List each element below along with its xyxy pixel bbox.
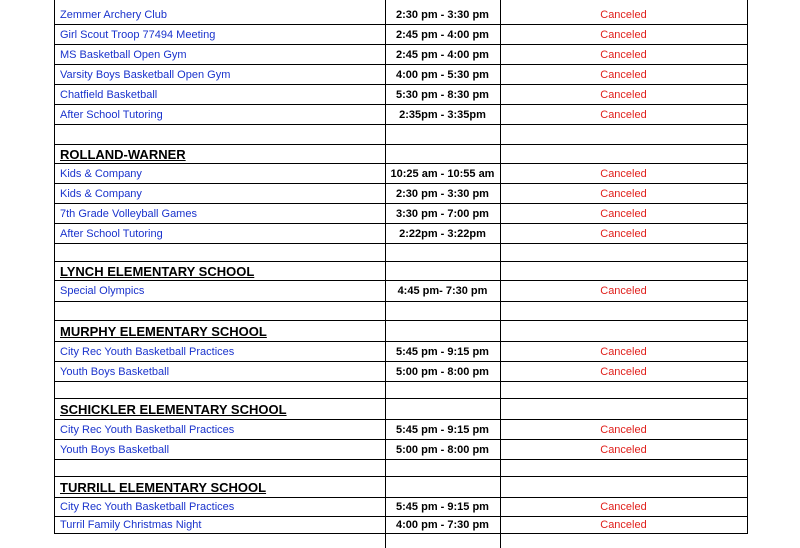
section-header: SCHICKLER ELEMENTARY SCHOOL bbox=[60, 401, 287, 417]
event-time: 2:30 pm - 3:30 pm bbox=[396, 8, 489, 21]
section-header: LYNCH ELEMENTARY SCHOOL bbox=[60, 263, 255, 279]
event-time: 5:45 pm - 9:15 pm bbox=[396, 501, 489, 513]
table-row bbox=[54, 204, 747, 224]
event-status: Canceled bbox=[600, 68, 647, 81]
event-status: Canceled bbox=[600, 108, 647, 121]
table-row bbox=[54, 45, 747, 65]
table-row bbox=[54, 5, 747, 25]
event-time: 2:45 pm - 4:00 pm bbox=[396, 48, 489, 61]
event-status: Canceled bbox=[600, 28, 647, 41]
event-time: 5:00 pm - 8:00 pm bbox=[396, 443, 489, 456]
section-header-row bbox=[54, 262, 747, 281]
event-name: Turril Family Christmas Night bbox=[60, 519, 202, 531]
table-row bbox=[54, 224, 747, 244]
event-time: 10:25 am - 10:55 am bbox=[390, 167, 495, 180]
event-time: 4:45 pm- 7:30 pm bbox=[397, 285, 488, 297]
table-row bbox=[54, 105, 747, 125]
section-header-row bbox=[54, 145, 747, 164]
event-time: 4:00 pm - 5:30 pm bbox=[396, 68, 489, 81]
event-time: 2:35pm - 3:35pm bbox=[399, 108, 486, 121]
table-row bbox=[54, 184, 747, 204]
section-header: MURPHY ELEMENTARY SCHOOL bbox=[60, 323, 267, 339]
event-status: Canceled bbox=[600, 167, 647, 180]
event-name: Girl Scout Troop 77494 Meeting bbox=[60, 28, 216, 41]
event-time: 2:30 pm - 3:30 pm bbox=[396, 187, 489, 200]
spacer-row bbox=[54, 302, 747, 321]
event-status: Canceled bbox=[600, 443, 647, 456]
table-row bbox=[54, 362, 747, 382]
table-row bbox=[54, 440, 747, 460]
table-row bbox=[54, 281, 747, 302]
event-name: MS Basketball Open Gym bbox=[60, 48, 187, 61]
event-time: 5:45 pm - 9:15 pm bbox=[396, 345, 489, 358]
section-header: ROLLAND-WARNER bbox=[60, 146, 186, 162]
event-status: Canceled bbox=[600, 48, 647, 61]
section-header-row bbox=[54, 399, 747, 420]
table-row bbox=[54, 85, 747, 105]
event-name: Chatfield Basketball bbox=[60, 88, 158, 101]
event-time: 5:30 pm - 8:30 pm bbox=[396, 88, 489, 101]
event-name: Varsity Boys Basketball Open Gym bbox=[60, 68, 231, 81]
event-name: Kids & Company bbox=[60, 167, 142, 180]
event-name: After School Tutoring bbox=[60, 227, 163, 240]
section-header-row bbox=[54, 477, 747, 498]
event-status: Canceled bbox=[600, 285, 647, 297]
event-status: Canceled bbox=[600, 88, 647, 101]
event-time: 5:00 pm - 8:00 pm bbox=[396, 365, 489, 378]
event-status: Canceled bbox=[600, 365, 647, 378]
event-status: Canceled bbox=[600, 423, 647, 436]
section-header-row bbox=[54, 321, 747, 342]
event-name: City Rec Youth Basketball Practices bbox=[60, 423, 235, 436]
event-time: 2:45 pm - 4:00 pm bbox=[396, 28, 489, 41]
event-name: Youth Boys Basketball bbox=[60, 443, 170, 456]
event-time: 2:22pm - 3:22pm bbox=[399, 227, 486, 240]
event-name: City Rec Youth Basketball Practices bbox=[60, 345, 235, 358]
event-name: Special Olympics bbox=[60, 285, 145, 297]
event-status: Canceled bbox=[600, 227, 647, 240]
spacer-row bbox=[54, 244, 747, 262]
table-row bbox=[54, 25, 747, 45]
event-status: Canceled bbox=[600, 187, 647, 200]
table-row bbox=[54, 498, 747, 517]
table-row bbox=[54, 342, 747, 362]
event-status: Canceled bbox=[600, 8, 647, 21]
event-time: 3:30 pm - 7:00 pm bbox=[396, 207, 489, 220]
spacer-row bbox=[54, 125, 747, 145]
event-status: Canceled bbox=[600, 207, 647, 220]
table-border-right bbox=[747, 0, 748, 534]
event-name: Zemmer Archery Club bbox=[60, 8, 167, 21]
table-row bbox=[54, 164, 747, 184]
event-time: 4:00 pm - 7:30 pm bbox=[396, 519, 489, 531]
spacer-row bbox=[54, 460, 747, 477]
event-name: Kids & Company bbox=[60, 187, 142, 200]
event-name: After School Tutoring bbox=[60, 108, 163, 121]
event-name: City Rec Youth Basketball Practices bbox=[60, 501, 235, 513]
event-status: Canceled bbox=[600, 519, 647, 531]
table-row bbox=[54, 420, 747, 440]
event-name: Youth Boys Basketball bbox=[60, 365, 170, 378]
section-header: TURRILL ELEMENTARY SCHOOL bbox=[60, 479, 267, 495]
table-row bbox=[54, 517, 747, 534]
event-status: Canceled bbox=[600, 501, 647, 513]
spacer-row bbox=[54, 382, 747, 399]
event-time: 5:45 pm - 9:15 pm bbox=[396, 423, 489, 436]
event-status: Canceled bbox=[600, 345, 647, 358]
event-name: 7th Grade Volleyball Games bbox=[60, 207, 197, 220]
table-row bbox=[54, 65, 747, 85]
